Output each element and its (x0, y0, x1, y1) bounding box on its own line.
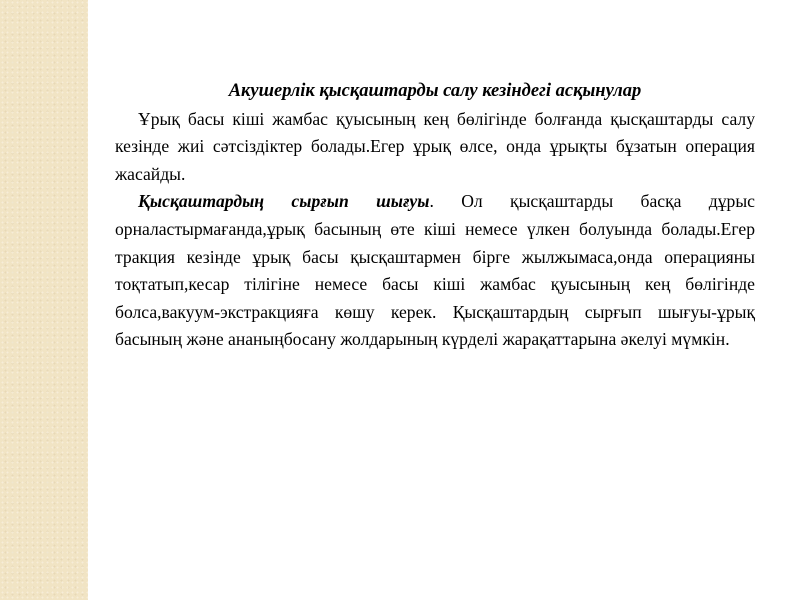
slipping-term: Қысқаштардың сырғып шығуы (138, 191, 430, 212)
paragraph-slipping (115, 188, 755, 354)
slide-title: Акушерлік қысқаштарды салу кезіндегі асқынулар (228, 81, 642, 101)
decorative-side-strip (0, 0, 88, 600)
slipping-description: . Ол қысқаштарды басқа дұрыс орналастырмағанда,ұрық басының өте кіші немесе үлкен болуында болады.Егер тракция кезінде ұрық басы қысқаштармен бірге жылжымаса,онда операцияны тоқтатып,кесар тілігіне немесе басы кіші жамбас қуысының кең бөлігінде болса,вакуум-экстракцияға көшу керек. Қысқаштардың сырғып шығуы-ұрық басының және ананыңбосану жолдарының күрделі жарақаттарына әкелуі мүмкін. (115, 191, 755, 350)
paragraph-failures: Ұрық басы кіші жамбас қуысының кең бөлігінде болғанда қысқаштарды салу кезінде жиі сәтсіздіктер болады.Егер ұрық өлсе, онда ұрықты бұзатын операция жасайды. (115, 108, 755, 184)
slide-content (115, 78, 755, 354)
